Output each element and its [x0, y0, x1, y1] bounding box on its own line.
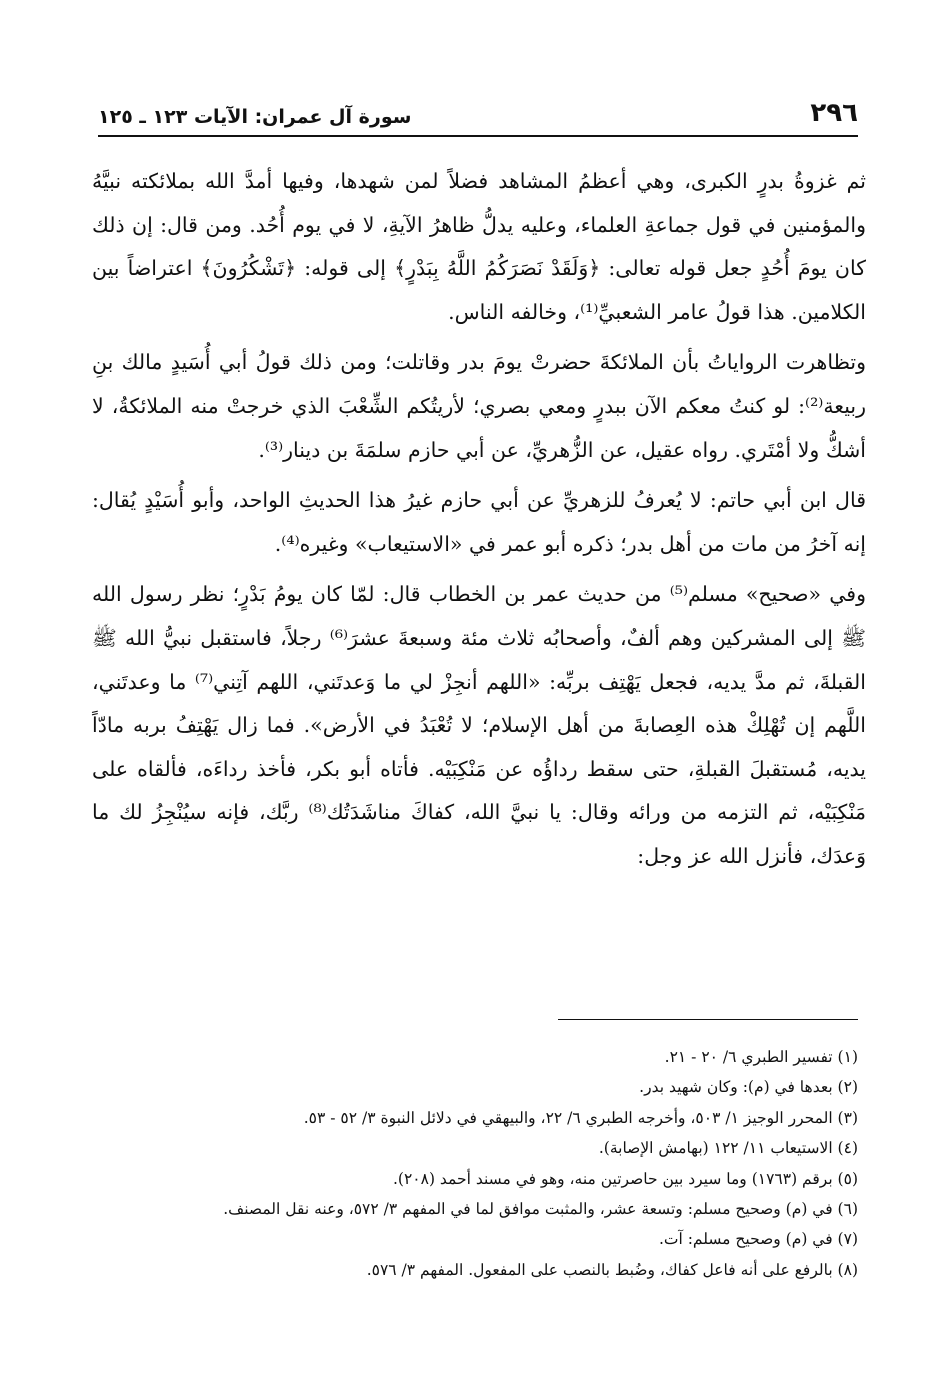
paragraph-badr: ثم غزوةُ بدرٍ الكبرى، وهي أعظمُ المشاهد فضلاً لمن شهدها، وفيها أمدَّ الله بملائكته نبيَّهُ والمؤمنين في قول جماعةِ العلماء، وعليه يدلُّ ظاهرُ الآيةِ، لا في يوم أُحُد. ومن قال: إن ذلك كان يومَ أُحُدٍ جعل قوله تعالى: ﴿وَلَقَدْ نَصَرَكُمُ اللَّهُ بِبَدْرٍ﴾ إلى قوله: ﴿تَشْكُرُونَ﴾ اعتراضاً بين الكلامين. هذا قولُ عامر الشعبيِّ⁽¹⁾، وخالفه الناس. — [92, 169, 866, 324]
main-text — [92, 160, 866, 879]
footnote-8: (٨) بالرفع على أنه فاعل كفاك، وضُبط بالنصب على المفعول. المفهم ٣/ ٥٧٦. — [366, 1260, 858, 1279]
running-title: سورة آل عمران: الآيات ١٢٣ ـ ١٢٥ — [98, 106, 412, 128]
footnote-3: (٣) المحرر الوجيز ١/ ٥٠٣، وأخرجه الطبري ٦/ ٢٢، والبيهقي في دلائل النبوة ٣/ ٥٢ - ٥٣. — [303, 1108, 858, 1127]
footnote-7: (٧) في (م) وصحيح مسلم: آت. — [658, 1230, 858, 1249]
footnote-6: (٦) في (م) وصحيح مسلم: وتسعة عشر، والمثبت موافق لما في المفهم ٣/ ٥٧٢، وعنه نقل المصنف. — [223, 1200, 858, 1219]
paragraph-sahih-muslim: وفي «صحيح» مسلم⁽⁵⁾ من حديث عمر بن الخطاب قال: لمّا كان يومُ بَدْرٍ؛ نظر رسول الله ﷺ إلى المشركين وهم ألفٌ، وأصحابُه ثلاث مئة وسبعةَ عشرَ⁽⁶⁾ رجلاً، فاستقبل نبيُّ الله ﷺ القبلةَ، ثم مدَّ يديه، فجعل يَهْتِف بربِّه: «اللهم أنجِزْ لي ما وَعدتَني، اللهم آتِني⁽⁷⁾ ما وعدتَني، اللَّهم إن تُهْلِكْ هذه العِصابةَ من أهل الإسلام؛ لا تُعْبَدُ في الأرض». فما زال يَهْتِفُ بربه مادّاً يديه، مُستقبلَ القبلةِ، حتى سقط رداؤُه عن مَنْكِبَيْه. فأتاه أبو بكر، فأخذ رداءَه، فألقاه على مَنْكِبَيْه، ثم التزمه من ورائه وقال: يا نبيَّ الله، كفاكَ مناشَدَتُك⁽⁸⁾ ربَّك، فإنه سيُنْجِزُ لك ما وَعدَك، فأنزل الله عز وجل: — [92, 582, 866, 868]
paragraph-angels: وتظاهرت الرواياتُ بأن الملائكةَ حضرتْ يومَ بدر وقاتلت؛ ومن ذلك قولُ أبي أُسَيدٍ مالك بنِ ربيعة⁽²⁾: لو كنتُ معكم الآن ببدرٍ ومعي بصري؛ لأريتُكم الشِّعْبَ الذي خرجتْ منه الملائكةُ، لا أشكُّ ولا أمْتَري. رواه عقيل، عن الزُّهريِّ، عن أبي حازم سلمَةَ بن دينار⁽³⁾. — [92, 350, 866, 462]
header-divider — [98, 135, 858, 137]
footnotes — [100, 1042, 858, 1285]
page-header — [98, 88, 858, 128]
footnote-1: (١) تفسير الطبري ٦/ ٢٠ - ٢١. — [664, 1048, 858, 1066]
footnote-4: (٤) الاستيعاب ١١/ ١٢٢ (بهامش الإصابة). — [598, 1139, 858, 1158]
footnote-5: (٥) برقم (١٧٦٣) وما سيرد بين حاصرتين منه، وهو في مسند أحمد (٢٠٨). — [392, 1169, 858, 1188]
footnote-2: (٢) بعدها في (م): وكان شهيد بدر. — [639, 1078, 858, 1097]
paragraph-ibn-abi-hatim: قال ابن أبي حاتم: لا يُعرفُ للزهريِّ عن أبي حازم غيرُ هذا الحديثِ الواحد، وأبو أُسَيْدٍ يُقال: إنه آخرُ من مات من أهل بدر؛ ذكره أبو عمر في «الاستيعاب» وغيره⁽⁴⁾. — [92, 488, 866, 556]
footnote-divider — [558, 1019, 858, 1020]
page-number: ٢٩٦ — [810, 98, 858, 128]
